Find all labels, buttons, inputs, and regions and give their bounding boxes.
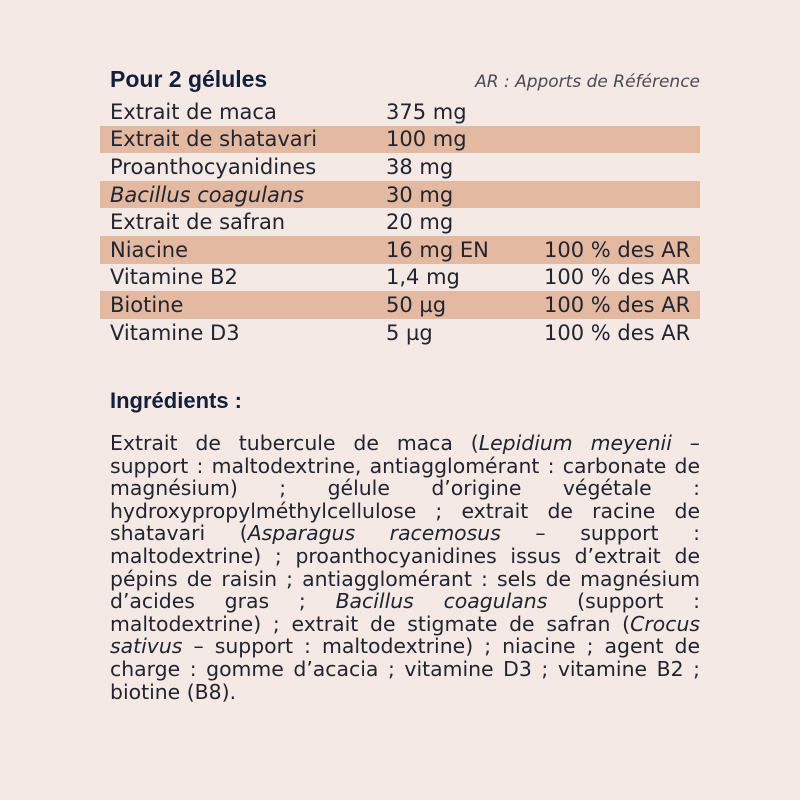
nutrient-amount: 38 mg	[386, 154, 454, 179]
nutrient-amount: 16 mg EN	[386, 237, 489, 262]
nutrient-amount: 1,4 mg	[386, 265, 460, 290]
nutrient-amount: 20 mg	[386, 210, 454, 235]
latin-name: Lepidium meyenii	[478, 431, 672, 455]
table-row	[100, 264, 700, 292]
nutrient-name: Niacine	[110, 237, 189, 262]
ingredients-segment: – support : maltodextrine) ; proanthocyanidines issus d’extrait de pépins de raisin ; antiagglomérant : sels de magnésium d’acides gras ;	[110, 521, 700, 614]
nutrient-name: Extrait de safran	[110, 210, 286, 235]
nutrient-name: Vitamine B2	[110, 265, 238, 290]
nutrient-amount: 5 µg	[386, 320, 433, 345]
nutrient-amount: 30 mg	[386, 182, 454, 207]
nutrient-name: Extrait de maca	[110, 99, 277, 124]
ingredients-segment: Extrait de tubercule de maca (	[110, 431, 479, 455]
nutrition-table	[100, 98, 700, 346]
nutrient-name: Vitamine D3	[110, 320, 240, 345]
table-row	[100, 153, 700, 181]
nutrient-name: Bacillus coagulans	[110, 182, 305, 207]
latin-name: Crocus sativus	[110, 611, 700, 659]
latin-name: Bacillus coagulans	[335, 589, 548, 614]
latin-name: Asparagus racemosus	[247, 521, 501, 546]
nutrient-reference: 100 % des AR	[544, 237, 691, 262]
table-row	[100, 126, 700, 154]
nutrient-name: Proanthocyanidines	[110, 154, 317, 179]
reference-note: AR : Apports de Référence	[475, 72, 700, 92]
table-row	[100, 208, 700, 236]
table-row	[100, 236, 700, 264]
nutrient-amount: 50 µg	[386, 292, 447, 317]
ingredients-title: Ingrédients :	[110, 388, 243, 413]
ingredients-text	[110, 432, 700, 703]
serving-title: Pour 2 gélules	[110, 66, 268, 92]
table-row	[100, 291, 700, 319]
table-row	[100, 181, 700, 209]
ingredients-segment: (support : maltodextrine) ; extrait de stigmate de safran (	[110, 589, 701, 636]
nutrient-reference: 100 % des AR	[544, 265, 691, 290]
nutrient-amount: 100 mg	[386, 127, 467, 152]
nutrient-name: Biotine	[110, 292, 184, 317]
table-row	[100, 319, 700, 347]
nutrient-reference: 100 % des AR	[544, 320, 691, 345]
ingredients-segment: – support : maltodextrine, antiagglomérant : carbonate de magnésium) ; gélule d’origine végétale : hydroxypropylméthylcellulose ; extrait de racine de shatavari (	[110, 431, 700, 546]
ingredients-segment: – support : maltodextrine) ; niacine ; agent de charge : gomme d’acacia ; vitamine D3 ; vitamine B2 ; biotine (B8).	[110, 634, 700, 704]
table-row	[100, 98, 700, 126]
nutrient-name: Extrait de shatavari	[110, 127, 318, 152]
nutrient-amount: 375 mg	[386, 99, 467, 124]
nutrient-reference: 100 % des AR	[544, 292, 691, 317]
